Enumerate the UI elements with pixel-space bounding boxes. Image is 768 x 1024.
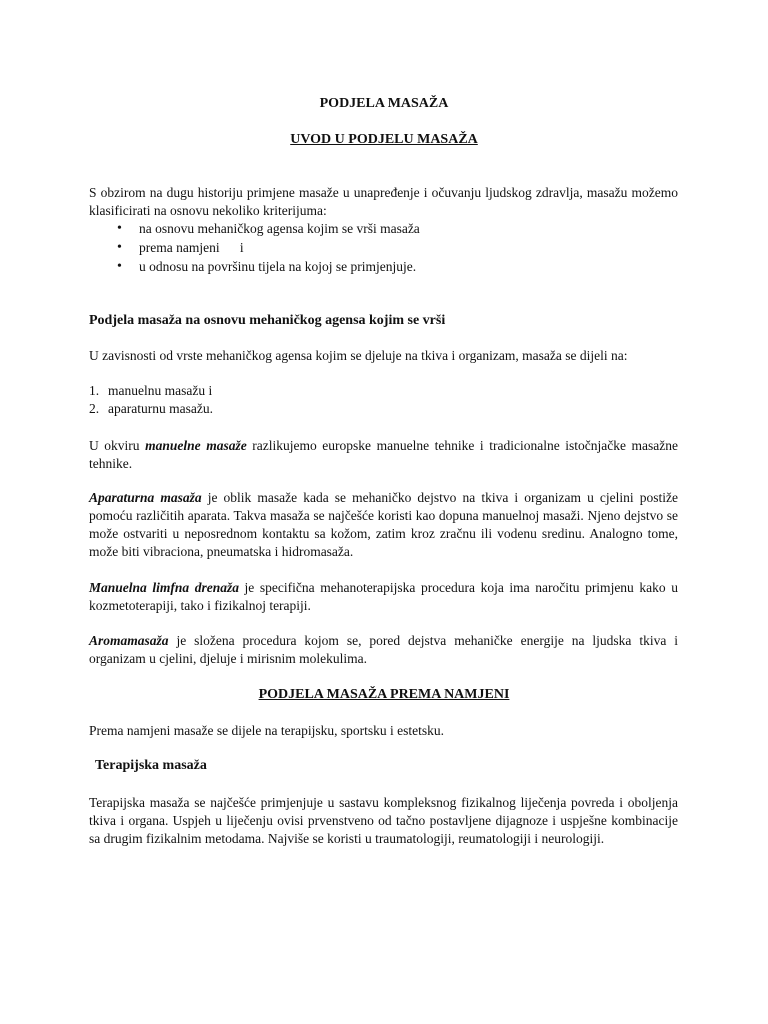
therapeutic-massage-heading: Terapijska masaža <box>95 758 207 773</box>
list-text: aparaturnu masažu. <box>108 401 213 416</box>
term-manual-massage: manuelne masaže <box>145 438 247 453</box>
term-apparatus-massage: Aparaturna masaža <box>89 490 202 505</box>
text: U okviru <box>89 438 146 453</box>
section1-intro: U zavisnosti od vrste mehaničkog agensa kojim se djeluje na tkiva i organizam, masaža se dijeli na: <box>89 348 628 363</box>
term-lymph-drainage: Manuelna limfna drenaža <box>89 580 239 595</box>
section2-heading: PODJELA MASAŽA PREMA NAMJENI <box>258 687 510 702</box>
apparatus-massage-paragraph <box>89 489 678 561</box>
list-number: 1. <box>89 383 100 398</box>
manual-massage-paragraph <box>89 437 678 473</box>
lymph-drainage-paragraph <box>89 579 678 615</box>
intro-paragraph: S obzirom na dugu historiju primjene masaže u unapređenje i očuvanju ljudskog zdravlja, masažu možemo klasificirati na osnovu nekoliko kriterijuma: <box>89 185 678 218</box>
document-subtitle: UVOD U PODJELU MASAŽA <box>290 132 478 147</box>
text: razlikujemo europske manuelne tehnike i tradicionalne istočnjačke masažne tehnike. <box>89 438 679 471</box>
list-item <box>89 400 678 418</box>
therapeutic-massage-paragraph: Terapijska masaža se najčešće primjenjuje u sastavu kompleksnog fizikalnog liječenja povreda i oboljenja tkiva i organa. Uspjeh u liječenju ovisi prvenstveno od tačno postavljene dijagnoze i uspješne kombinacije sa drugim fizikalnim metodama. Najviše se koristi u traumatologiji, reumatologiji i neurologiji. <box>89 795 678 846</box>
section2-intro: Prema namjeni masaže se dijele na terapijsku, sportsku i estetsku. <box>89 723 445 738</box>
list-item: • u odnosu na površinu tijela na kojoj se primjenjuje. <box>89 257 678 276</box>
term-aromamassage: Aromamasaža <box>89 633 169 648</box>
list-number: 2. <box>89 401 100 416</box>
text: je složena procedura kojom se, pored dejstva mehaničke energije na ljudska tkiva i organizam u cjelini, djeluje i mirisnim molekulima. <box>89 633 678 666</box>
list-text: manuelnu masažu i <box>108 383 213 398</box>
list-item: • prema namjeni i <box>89 238 678 257</box>
text: je specifična mehanoterapijska procedura koja ima naročitu primjenu kako u kozmetoterapiji, tako i fizikalnoj terapiji. <box>89 580 678 613</box>
criteria-list <box>89 219 678 276</box>
document-title: PODJELA MASAŽA <box>319 96 449 111</box>
section1-heading: Podjela masaža na osnovu mehaničkog agensa kojim se vrši <box>89 313 446 328</box>
text: je oblik masaže kada se mehaničko dejstvo na tkiva i organizam u cjelini postiže pomoću različitih aparata. Takva masaža se najčešće koristi kao dopuna manuelnoj masaži. Njeno dejstvo se može ostvariti u neposrednom kontaktu sa kožom, zatim kroz zračnu ili vodenu sredinu. Analogno tome, može biti vibraciona, pneumatska i hidromasaža. <box>89 490 678 559</box>
list-item: • na osnovu mehaničkog agensa kojim se vrši masaža <box>89 219 678 238</box>
massage-types-list <box>89 382 678 418</box>
aromamassage-paragraph <box>89 632 678 668</box>
list-item <box>89 382 678 400</box>
